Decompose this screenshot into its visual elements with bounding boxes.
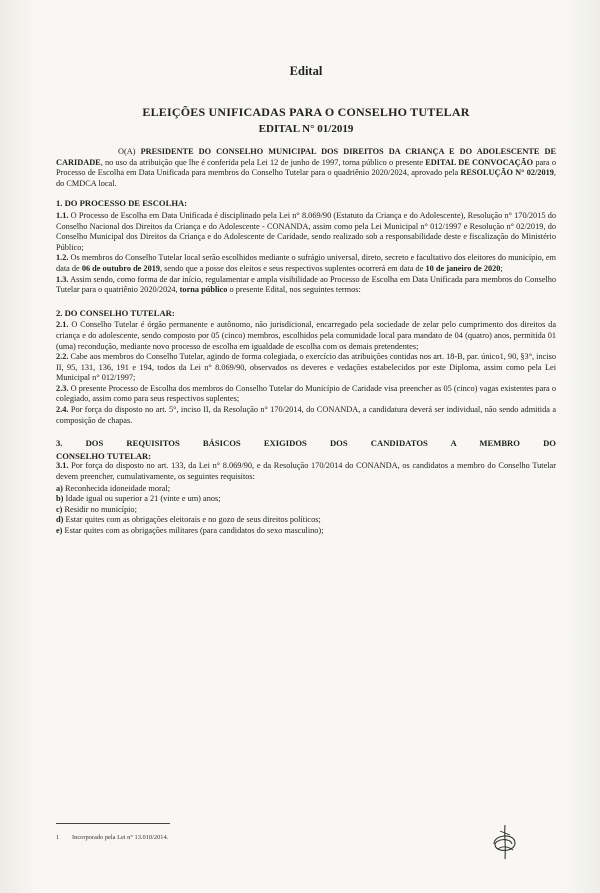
list-text: Idade igual ou superior a 21 (vinte e um) anos; [63, 494, 221, 504]
section-3-title-cont: CONSELHO TUTELAR: [56, 450, 152, 461]
list-text: Estar quites com as obrigações eleitorais e no gozo de seus direitos políticos; [63, 515, 321, 525]
item-number: 2.2. [56, 352, 69, 362]
item-text: O presente Processo de Escolha dos membros do Conselho Tutelar do Município de Caridade visa preencher as 05 (cinco) vagas existentes para o colegiado, assim como para seus respectivos suplentes; [56, 383, 556, 404]
list-letter: a) [56, 483, 63, 493]
item-2-3 [56, 384, 556, 405]
list-item [56, 515, 556, 526]
list-letter: d) [56, 515, 64, 525]
item-text: Por força do disposto no art. 5°, inciso II, da Resolução n° 170/2014, do CONANDA, a candidatura deverá ser individual, não sendo admitida a composição de chapas. [56, 405, 556, 425]
edital-number: EDITAL N° 01/2019 [258, 123, 354, 135]
intro-text-2: , no uso da atribuição que lhe é conferida pela Lei 12 de junho de 1997, torna público o presente [100, 157, 426, 167]
item-text: Por força do disposto no art. 133, da Lei n° 8.069/90, e da Resolução 170/2014 do CONANDA, os candidatos a membro do Conselho Tutelar devem preencher, cumulativamente, os seguintes requisitos: [56, 461, 556, 482]
document-title: ELEIÇÕES UNIFICADAS PARA O CONSELHO TUTELAR [142, 105, 470, 119]
signature-icon [488, 822, 522, 862]
item-number: 2.1. [56, 320, 69, 330]
document-label: Edital [289, 64, 323, 78]
item-text: ; [500, 263, 503, 273]
list-letter: e) [56, 526, 63, 535]
intro-text-3: para o Processo de Escolha em Data Unificada para membros do Conselho Tutelar para o quadriênio 2020/2024, aprovado pela [56, 157, 556, 178]
list-letter: c) [56, 504, 63, 514]
requirements-list [56, 484, 556, 537]
section-3-title: 3. DOS REQUISITOS BÁSICOS EXIGIDOS DOS CANDIDATOS A MEMBRO DO [56, 438, 556, 449]
election-date: 06 de outubro de 2019 [81, 263, 161, 273]
intro-text-1: O(A) [118, 147, 141, 156]
item-bold: torna público [179, 285, 228, 295]
list-item [56, 526, 556, 537]
item-1-3 [56, 275, 556, 296]
item-1-2 [56, 253, 556, 274]
item-text: Os membros do Conselho Tutelar local serão escolhidos mediante o sufrágio universal, direto, secreto e facultativo dos eleitores do município, em data de [56, 253, 557, 273]
list-letter: b) [56, 494, 64, 504]
item-text: O Conselho Tutelar é órgão permanente e autônomo, não jurisdicional, encarregado pela sociedade de zelar pelo cumprimento dos direitos da criança e do adolescente, sendo composto por 05 (cinco) membros, escolhidos pela comunidade local para mandato de 04 (quatro) anos, permitida 01 (uma) recondução, mediante novo processo de escolha em igualdade de escolha com os demais pretendentes; [56, 320, 556, 351]
inauguration-date: 10 de janeiro de 2020 [425, 263, 501, 273]
list-item [56, 484, 556, 495]
intro-paragraph [56, 147, 556, 189]
item-number: 3.1. [56, 461, 69, 471]
item-2-4 [56, 405, 556, 426]
section-2-title: 2. DO CONSELHO TUTELAR: [56, 307, 175, 318]
item-text: , sendo que a posse dos eleitos e seus respectivos suplentes ocorrerá em data de [160, 263, 426, 273]
list-text: Reconhecida idoneidade moral; [62, 483, 171, 493]
item-text: o presente Edital, nos seguintes termos: [227, 285, 361, 295]
item-number: 2.3. [56, 383, 69, 393]
footnote-number: 1 [56, 834, 60, 841]
item-text: Cabe aos membros do Conselho Tutelar, agindo de forma colegiada, o exercício das atribuições contidas nos art. 18-B, par. único1, 90, §3°, inciso II, 95, 131, 136, 191 e 194, todos da Lei n° 8.069/90, observados os deveres e vedações estabelecidos por este Diploma, assim como pela Lei Municipal n° 012/1997; [56, 352, 556, 383]
section-1-title: 1. DO PROCESSO DE ESCOLHA: [56, 198, 188, 209]
item-3-1 [56, 461, 556, 482]
list-text: Residir no município; [62, 504, 137, 514]
footnote [56, 834, 168, 841]
item-number: 1.2. [56, 253, 69, 263]
intro-text-4: , do CMDCA local. [56, 168, 556, 188]
footnote-divider [56, 823, 170, 824]
item-text: O Processo de Escolha em Data Unificada é disciplinado pela Lei n° 8.069/90 (Estatuto da Criança e do Adolescente), Resolução n° 170/2015 do Conselho Nacional dos Direitos da Criança e do Adolescente - CONANDA, assim como pela Lei Municipal n° 012/1997 e Resolução n° 02/2019, do Conselho Municipal dos Direitos da Criança e do Adolescente de Caridade, sendo realizado sob a responsabilidade deste e fiscalização do Ministério Público; [56, 210, 556, 252]
item-1-1 [56, 211, 556, 253]
item-number: 2.4. [56, 405, 69, 415]
item-text: Assim sendo, como forma de dar início, regulamentar e ampla visibilidade ao Processo de Escolha em Data Unificada para membros do Conselho Tutelar para o quatriênio 2020/2024, [56, 274, 556, 295]
item-2-1 [56, 320, 556, 352]
list-text: Estar quites com as obrigações militares (para candidatos do sexo masculino); [62, 526, 324, 535]
item-number: 1.1. [56, 210, 69, 220]
list-item [56, 494, 556, 505]
intro-bold-2: EDITAL DE CONVOCAÇÃO [425, 157, 534, 167]
footnote-text: Incorporado pela Lei n° 13.010/2014. [72, 834, 169, 841]
item-number: 1.3. [56, 274, 69, 284]
list-item [56, 505, 556, 516]
intro-bold-1: PRESIDENTE DO CONSELHO MUNICIPAL DOS DIREITOS DA CRIANÇA E DO ADOLESCENTE DE CARIDADE [56, 147, 556, 167]
intro-bold-3: RESOLUÇÃO N° 02/2019 [460, 168, 554, 178]
item-2-2 [56, 352, 556, 384]
